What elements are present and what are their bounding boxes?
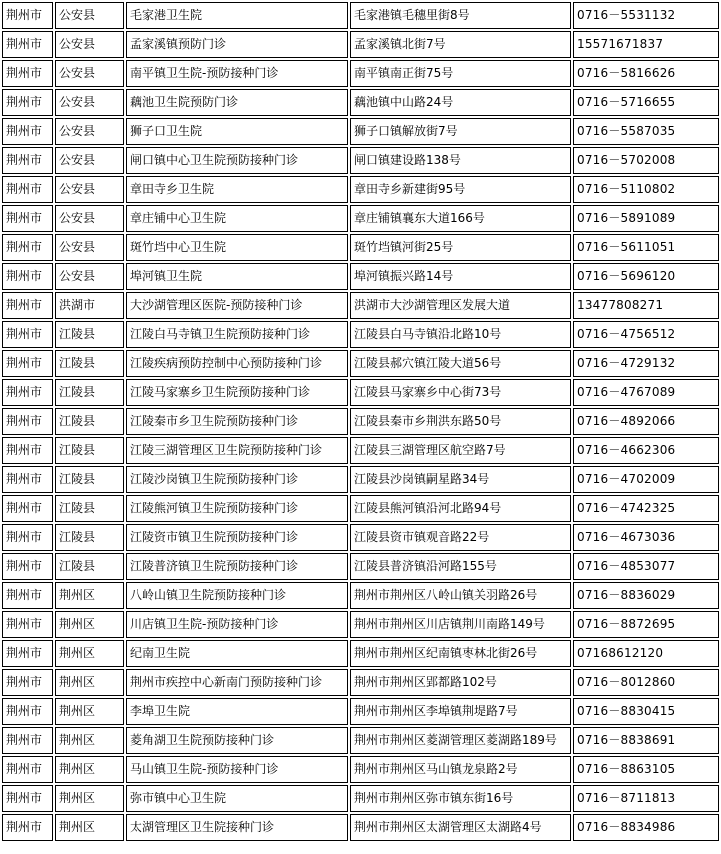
address-cell: 荆州市荆州区八岭山镇关羽路26号 xyxy=(350,582,571,609)
address-cell: 狮子口镇解放街7号 xyxy=(350,118,571,145)
county-cell: 公安县 xyxy=(55,2,124,29)
table-row xyxy=(2,89,719,116)
phone-cell: 0716－5531132 xyxy=(573,2,719,29)
phone-cell: 0716－8012860 xyxy=(573,669,719,696)
address-cell: 江陵县白马寺镇沿北路10号 xyxy=(350,321,571,348)
city-cell: 荆州市 xyxy=(2,205,53,232)
city-cell: 荆州市 xyxy=(2,727,53,754)
county-cell: 荆州区 xyxy=(55,814,124,841)
address-cell: 江陵县秦市乡荆洪东路50号 xyxy=(350,408,571,435)
city-cell: 荆州市 xyxy=(2,466,53,493)
table-row xyxy=(2,727,719,754)
county-cell: 江陵县 xyxy=(55,321,124,348)
city-cell: 荆州市 xyxy=(2,582,53,609)
county-cell: 江陵县 xyxy=(55,466,124,493)
table-row xyxy=(2,263,719,290)
clinic-name-cell: 荆州市疾控中心新南门预防接种门诊 xyxy=(126,669,348,696)
address-cell: 章庄铺镇襄东大道166号 xyxy=(350,205,571,232)
phone-cell: 0716－8834986 xyxy=(573,814,719,841)
phone-cell: 07168612120 xyxy=(573,640,719,667)
city-cell: 荆州市 xyxy=(2,495,53,522)
table-row xyxy=(2,176,719,203)
address-cell: 埠河镇振兴路14号 xyxy=(350,263,571,290)
clinic-name-cell: 大沙湖管理区医院-预防接种门诊 xyxy=(126,292,348,319)
clinic-name-cell: 弥市镇中心卫生院 xyxy=(126,785,348,812)
clinic-name-cell: 八岭山镇卫生院预防接种门诊 xyxy=(126,582,348,609)
clinic-name-cell: 章庄铺中心卫生院 xyxy=(126,205,348,232)
address-cell: 章田寺乡新建街95号 xyxy=(350,176,571,203)
county-cell: 荆州区 xyxy=(55,727,124,754)
address-cell: 荆州市荆州区李埠镇荆堤路7号 xyxy=(350,698,571,725)
city-cell: 荆州市 xyxy=(2,118,53,145)
table-row xyxy=(2,379,719,406)
table-row xyxy=(2,234,719,261)
address-cell: 江陵县郝穴镇江陵大道56号 xyxy=(350,350,571,377)
address-cell: 荆州市荆州区弥市镇东街16号 xyxy=(350,785,571,812)
county-cell: 江陵县 xyxy=(55,495,124,522)
city-cell: 荆州市 xyxy=(2,408,53,435)
table-row xyxy=(2,350,719,377)
address-cell: 荆州市荆州区菱湖管理区菱湖路189号 xyxy=(350,727,571,754)
address-cell: 闸口镇建设路138号 xyxy=(350,147,571,174)
table-row xyxy=(2,408,719,435)
phone-cell: 0716－8830415 xyxy=(573,698,719,725)
phone-cell: 0716－8838691 xyxy=(573,727,719,754)
phone-cell: 0716－4729132 xyxy=(573,350,719,377)
phone-cell: 0716－5696120 xyxy=(573,263,719,290)
clinic-name-cell: 江陵沙岗镇卫生院预防接种门诊 xyxy=(126,466,348,493)
table-row xyxy=(2,495,719,522)
county-cell: 江陵县 xyxy=(55,350,124,377)
address-cell: 斑竹垱镇河街25号 xyxy=(350,234,571,261)
county-cell: 荆州区 xyxy=(55,640,124,667)
address-cell: 洪湖市大沙湖管理区发展大道 xyxy=(350,292,571,319)
county-cell: 江陵县 xyxy=(55,379,124,406)
table-row xyxy=(2,582,719,609)
city-cell: 荆州市 xyxy=(2,553,53,580)
phone-cell: 0716－4673036 xyxy=(573,524,719,551)
county-cell: 荆州区 xyxy=(55,669,124,696)
county-cell: 公安县 xyxy=(55,234,124,261)
county-cell: 公安县 xyxy=(55,147,124,174)
city-cell: 荆州市 xyxy=(2,31,53,58)
clinic-name-cell: 江陵白马寺镇卫生院预防接种门诊 xyxy=(126,321,348,348)
address-cell: 荆州市荆州区纪南镇枣林北街26号 xyxy=(350,640,571,667)
table-row xyxy=(2,640,719,667)
table-row xyxy=(2,524,719,551)
city-cell: 荆州市 xyxy=(2,379,53,406)
county-cell: 江陵县 xyxy=(55,524,124,551)
clinic-name-cell: 江陵资市镇卫生院预防接种门诊 xyxy=(126,524,348,551)
clinic-name-cell: 藕池卫生院预防门诊 xyxy=(126,89,348,116)
county-cell: 公安县 xyxy=(55,263,124,290)
clinic-name-cell: 太湖管理区卫生院接种门诊 xyxy=(126,814,348,841)
table-row xyxy=(2,31,719,58)
table-row xyxy=(2,756,719,783)
phone-cell: 0716－4756512 xyxy=(573,321,719,348)
county-cell: 荆州区 xyxy=(55,698,124,725)
county-cell: 荆州区 xyxy=(55,582,124,609)
phone-cell: 0716－5816626 xyxy=(573,60,719,87)
address-cell: 江陵县马家寨乡中心街73号 xyxy=(350,379,571,406)
clinic-name-cell: 孟家溪镇预防门诊 xyxy=(126,31,348,58)
table-row xyxy=(2,2,719,29)
clinic-name-cell: 江陵熊河镇卫生院预防接种门诊 xyxy=(126,495,348,522)
city-cell: 荆州市 xyxy=(2,698,53,725)
city-cell: 荆州市 xyxy=(2,785,53,812)
address-cell: 荆州市荆州区马山镇龙泉路2号 xyxy=(350,756,571,783)
address-cell: 毛家港镇毛穗里街8号 xyxy=(350,2,571,29)
clinic-name-cell: 江陵三湖管理区卫生院预防接种门诊 xyxy=(126,437,348,464)
table-row xyxy=(2,147,719,174)
county-cell: 江陵县 xyxy=(55,408,124,435)
phone-cell: 0716－5587035 xyxy=(573,118,719,145)
city-cell: 荆州市 xyxy=(2,234,53,261)
county-cell: 公安县 xyxy=(55,176,124,203)
clinic-name-cell: 马山镇卫生院-预防接种门诊 xyxy=(126,756,348,783)
clinic-name-cell: 李埠卫生院 xyxy=(126,698,348,725)
address-cell: 荆州市荆州区太湖管理区太湖路4号 xyxy=(350,814,571,841)
phone-cell: 0716－5611051 xyxy=(573,234,719,261)
phone-cell: 0716－4742325 xyxy=(573,495,719,522)
county-cell: 公安县 xyxy=(55,118,124,145)
clinic-table-body xyxy=(2,2,719,841)
phone-cell: 0716－4702009 xyxy=(573,466,719,493)
county-cell: 洪湖市 xyxy=(55,292,124,319)
table-row xyxy=(2,321,719,348)
clinic-name-cell: 江陵秦市乡卫生院预防接种门诊 xyxy=(126,408,348,435)
city-cell: 荆州市 xyxy=(2,2,53,29)
city-cell: 荆州市 xyxy=(2,147,53,174)
address-cell: 荆州市荆州区郢都路102号 xyxy=(350,669,571,696)
city-cell: 荆州市 xyxy=(2,292,53,319)
city-cell: 荆州市 xyxy=(2,350,53,377)
county-cell: 公安县 xyxy=(55,31,124,58)
table-row xyxy=(2,466,719,493)
phone-cell: 0716－5110802 xyxy=(573,176,719,203)
clinic-name-cell: 纪南卫生院 xyxy=(126,640,348,667)
address-cell: 藕池镇中山路24号 xyxy=(350,89,571,116)
clinic-name-cell: 埠河镇卫生院 xyxy=(126,263,348,290)
city-cell: 荆州市 xyxy=(2,669,53,696)
phone-cell: 0716－5702008 xyxy=(573,147,719,174)
phone-cell: 0716－8711813 xyxy=(573,785,719,812)
county-cell: 荆州区 xyxy=(55,756,124,783)
table-row xyxy=(2,785,719,812)
clinic-name-cell: 南平镇卫生院-预防接种门诊 xyxy=(126,60,348,87)
address-cell: 江陵县资市镇观音路22号 xyxy=(350,524,571,551)
county-cell: 荆州区 xyxy=(55,611,124,638)
city-cell: 荆州市 xyxy=(2,524,53,551)
table-row xyxy=(2,611,719,638)
clinic-name-cell: 毛家港卫生院 xyxy=(126,2,348,29)
table-row xyxy=(2,698,719,725)
county-cell: 公安县 xyxy=(55,205,124,232)
address-cell: 荆州市荆州区川店镇荆川南路149号 xyxy=(350,611,571,638)
phone-cell: 0716－5891089 xyxy=(573,205,719,232)
county-cell: 江陵县 xyxy=(55,553,124,580)
clinic-name-cell: 菱角湖卫生院预防接种门诊 xyxy=(126,727,348,754)
city-cell: 荆州市 xyxy=(2,60,53,87)
address-cell: 南平镇南正街75号 xyxy=(350,60,571,87)
county-cell: 荆州区 xyxy=(55,785,124,812)
phone-cell: 0716－4767089 xyxy=(573,379,719,406)
city-cell: 荆州市 xyxy=(2,321,53,348)
address-cell: 孟家溪镇北街7号 xyxy=(350,31,571,58)
phone-cell: 0716－8836029 xyxy=(573,582,719,609)
city-cell: 荆州市 xyxy=(2,263,53,290)
table-row xyxy=(2,292,719,319)
clinic-name-cell: 章田寺乡卫生院 xyxy=(126,176,348,203)
city-cell: 荆州市 xyxy=(2,611,53,638)
phone-cell: 0716－8863105 xyxy=(573,756,719,783)
city-cell: 荆州市 xyxy=(2,814,53,841)
table-row xyxy=(2,669,719,696)
table-row xyxy=(2,814,719,841)
clinic-name-cell: 狮子口卫生院 xyxy=(126,118,348,145)
table-row xyxy=(2,205,719,232)
city-cell: 荆州市 xyxy=(2,437,53,464)
county-cell: 公安县 xyxy=(55,60,124,87)
address-cell: 江陵县沙岗镇嗣星路34号 xyxy=(350,466,571,493)
table-row xyxy=(2,553,719,580)
address-cell: 江陵县普济镇沿河路155号 xyxy=(350,553,571,580)
phone-cell: 13477808271 xyxy=(573,292,719,319)
clinic-name-cell: 川店镇卫生院-预防接种门诊 xyxy=(126,611,348,638)
phone-cell: 0716－4892066 xyxy=(573,408,719,435)
city-cell: 荆州市 xyxy=(2,756,53,783)
table-row xyxy=(2,118,719,145)
address-cell: 江陵县三湖管理区航空路7号 xyxy=(350,437,571,464)
clinic-name-cell: 江陵普济镇卫生院预防接种门诊 xyxy=(126,553,348,580)
city-cell: 荆州市 xyxy=(2,89,53,116)
phone-cell: 15571671837 xyxy=(573,31,719,58)
phone-cell: 0716－8872695 xyxy=(573,611,719,638)
table-row xyxy=(2,437,719,464)
clinic-name-cell: 闸口镇中心卫生院预防接种门诊 xyxy=(126,147,348,174)
county-cell: 江陵县 xyxy=(55,437,124,464)
clinic-name-cell: 江陵马家寨乡卫生院预防接种门诊 xyxy=(126,379,348,406)
city-cell: 荆州市 xyxy=(2,640,53,667)
county-cell: 公安县 xyxy=(55,89,124,116)
city-cell: 荆州市 xyxy=(2,176,53,203)
clinic-name-cell: 江陵疾病预防控制中心预防接种门诊 xyxy=(126,350,348,377)
phone-cell: 0716－5716655 xyxy=(573,89,719,116)
clinic-name-cell: 斑竹垱中心卫生院 xyxy=(126,234,348,261)
address-cell: 江陵县熊河镇沿河北路94号 xyxy=(350,495,571,522)
phone-cell: 0716－4662306 xyxy=(573,437,719,464)
phone-cell: 0716－4853077 xyxy=(573,553,719,580)
table-row xyxy=(2,60,719,87)
